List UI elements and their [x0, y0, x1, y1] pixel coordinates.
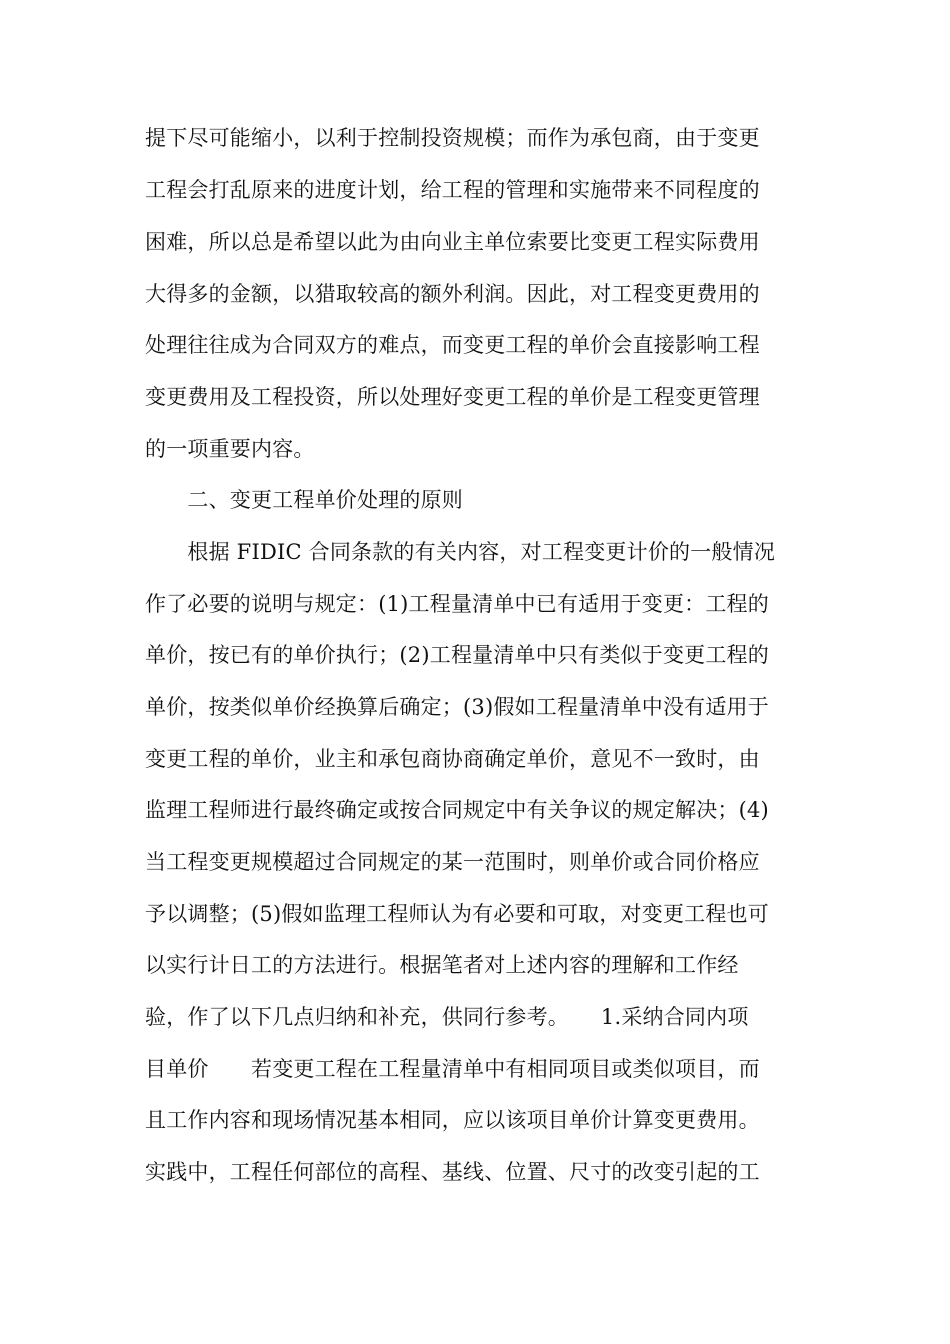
text-line-6: 变更费用及工程投资，所以处理好变更工程的单价是工程变更管理 [145, 385, 760, 409]
text-line-10: 作了必要的说明与规定：(1)工程量清单中已有适用于变更：工程的 [145, 592, 769, 616]
text-line-20: 且工作内容和现场情况基本相同，应以该项目单价计算变更费用。 [145, 1108, 760, 1132]
text-line-18: 验，作了以下几点归纳和补充，供同行参考。 1.采纳合同内项 [145, 1005, 749, 1029]
text-line-9: 根据 FIDIC 合同条款的有关内容，对工程变更计价的一般情况 [145, 540, 776, 564]
text-line-4: 大得多的金额，以猎取较高的额外利润。因此，对工程变更费用的 [145, 282, 760, 306]
text-line-17: 以实行计日工的方法进行。根据笔者对上述内容的理解和工作经 [145, 953, 739, 977]
text-line-3: 困难，所以总是希望以此为由向业主单位索要比变更工程实际费用 [145, 230, 760, 254]
text-line-15: 当工程变更规模超过合同规定的某一范围时，则单价或合同价格应 [145, 850, 760, 874]
text-line-5: 处理往往成为合同双方的难点，而变更工程的单价会直接影响工程 [145, 333, 760, 357]
text-line-21: 实践中，工程任何部位的高程、基线、位置、尺寸的改变引起的工 [145, 1160, 760, 1184]
text-line-13: 变更工程的单价，业主和承包商协商确定单价，意见不一致时，由 [145, 747, 760, 771]
text-line-19: 目单价 若变更工程在工程量清单中有相同项目或类似项目，而 [145, 1057, 760, 1081]
text-line-16: 予以调整；(5)假如监理工程师认为有必要和可取，对变更工程也可 [145, 902, 769, 926]
text-line-2: 工程会打乱原来的进度计划，给工程的管理和实施带来不同程度的 [145, 178, 760, 202]
section-heading: 二、变更工程单价处理的原则 [145, 488, 463, 512]
text-line-1: 提下尽可能缩小，以利于控制投资规模；而作为承包商，由于变更 [145, 126, 760, 150]
text-line-14: 监理工程师进行最终确定或按合同规定中有关争议的规定解决；(4) [145, 798, 769, 822]
text-line-7: 的一项重要内容。 [145, 437, 315, 461]
text-line-12: 单价，按类似单价经换算后确定；(3)假如工程量清单中没有适用于 [145, 695, 769, 719]
text-line-11: 单价，按已有的单价执行；(2)工程量清单中只有类似于变更工程的 [145, 643, 769, 667]
